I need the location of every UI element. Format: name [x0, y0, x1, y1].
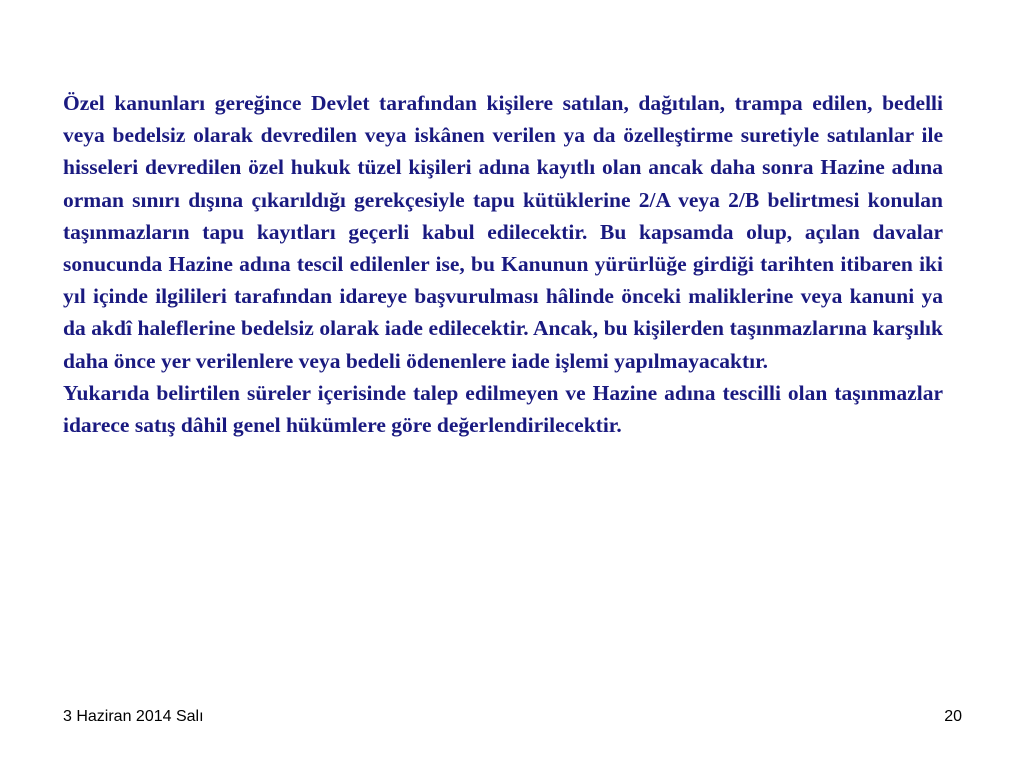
page-number: 20: [944, 708, 962, 725]
footer-date: 3 Haziran 2014 Salı: [63, 708, 204, 725]
slide-body: [63, 87, 943, 441]
body-paragraph-2: Yukarıda belirtilen süreler içerisinde talep edilmeyen ve Hazine adına tescilli olan taşınmazlar idarece satış dâhil genel hükümlere göre değerlendirilecektir.: [63, 380, 943, 438]
body-paragraph-1: Özel kanunları gereğince Devlet tarafından kişilere satılan, dağıtılan, trampa edilen, bedelli veya bedelsiz olarak devredilen veya iskânen verilen ya da özelleştirme suretiyle satılanlar ile hisseleri devredilen özel hukuk tüzel kişileri adına kayıtlı olan ancak daha sonra Hazine adına orman sınırı dışına çıkarıldığı gerekçesiyle tapu kütüklerine 2/A veya 2/B belirtmesi konulan taşınmazların tapu kayıtları geçerli kabul edilecektir. Bu kapsamda olup, açılan davalar sonucunda Hazine adına tescil edilenler ise, bu Kanunun yürürlüğe girdiği tarihten itibaren iki yıl içinde ilgilileri tarafından idareye başvurulması hâlinde önceki maliklerine veya kanuni ya da akdî haleflerine bedelsiz olarak iade edilecektir. Ancak, bu kişilerden taşınmazlarına karşılık daha önce yer verilenlere veya bedeli ödenenlere iade işlemi yapılmayacaktır.: [63, 91, 943, 373]
